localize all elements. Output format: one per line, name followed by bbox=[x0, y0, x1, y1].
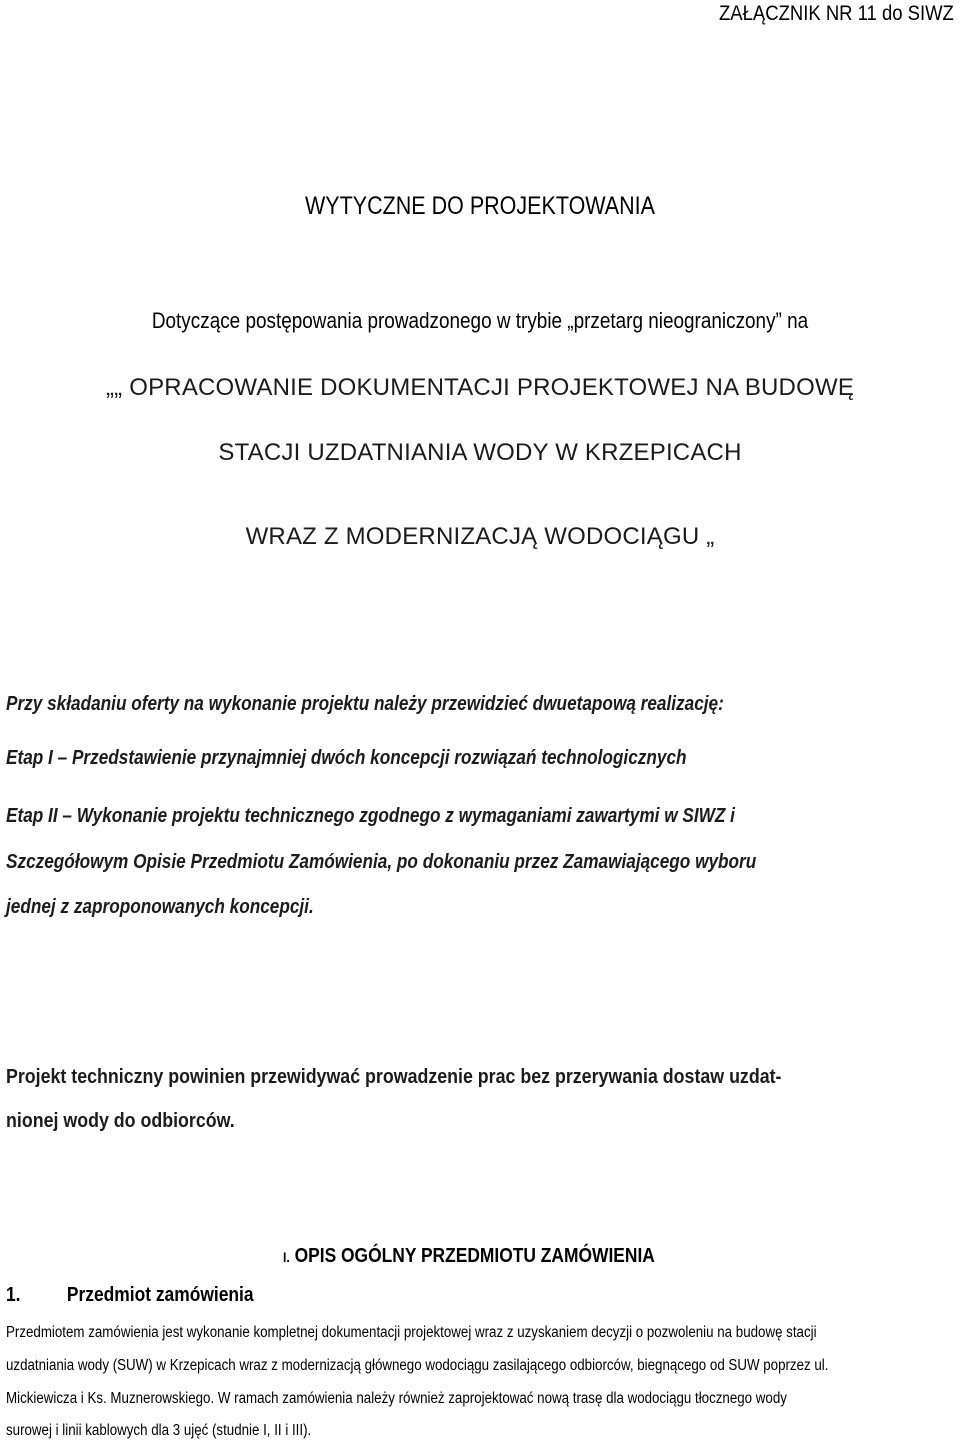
paragraph-line-3-text: Mickiewicza i Ks. Muznerowskiego. W ramach zamówienia należy również zaprojektować nową trasę dla wodociągu tłocznego wody bbox=[6, 1390, 787, 1407]
paragraph-line-3 bbox=[6, 1390, 914, 1408]
paragraph-line-2-text: uzdatniania wody (SUW) w Krzepicach wraz z modernizacją głównego wodociągu zasilającego odbiorców, biegnącego od SUW poprzez ul. bbox=[6, 1357, 829, 1374]
subsection-title: Przedmiot zamówienia bbox=[66, 1284, 254, 1306]
section-heading bbox=[283, 1245, 655, 1268]
stage-2-line-3 bbox=[6, 896, 364, 919]
requirement-line-1 bbox=[6, 1066, 877, 1089]
subsection-heading bbox=[6, 1284, 254, 1307]
section-roman-numeral: I. bbox=[283, 1249, 290, 1265]
stage-2-line-1 bbox=[6, 805, 854, 828]
project-name-line-1: „„ OPRACOWANIE DOKUMENTACJI PROJEKTOWEJ NA BUDOWĘ bbox=[105, 374, 855, 401]
requirement-line-2-text: nionej wody do odbiorców. bbox=[6, 1110, 235, 1132]
paragraph-line-1 bbox=[6, 1324, 949, 1342]
stages-intro bbox=[6, 693, 841, 716]
procedure-subtitle: Dotyczące postępowania prowadzonego w trybie „przetarg nieograniczony” na bbox=[151, 308, 809, 333]
paragraph-line-1-text: Przedmiotem zamówienia jest wykonanie kompletnej dokumentacji projektowej wraz z uzyskaniem decyzji o pozwoleniu na budowę stacji bbox=[6, 1324, 817, 1341]
section-heading-text: OPIS OGÓLNY PRZEDMIOTU ZAMÓWIENIA bbox=[289, 1245, 655, 1267]
stage-2-line-1-text: Etap II – Wykonanie projektu technicznego zgodnego z wymaganiami zawartymi w SIWZ i bbox=[6, 805, 735, 827]
stage-2-line-2-text: Szczegółowym Opisie Przedmiotu Zamówienia, po dokonaniu przez Zamawiającego wyboru bbox=[6, 851, 757, 873]
attachment-label: ZAŁĄCZNIK NR 11 do SIWZ bbox=[719, 2, 954, 25]
stage-2-line-3-text: jednej z zaproponowanych koncepcji. bbox=[6, 896, 314, 918]
requirement-line-2 bbox=[6, 1110, 263, 1133]
project-name-line-2: STACJI UZDATNIANIA WODY W KRZEPICACH bbox=[218, 439, 742, 466]
stage-1-text: Etap I – Przedstawienie przynajmniej dwóch koncepcji rozwiązań technologicznych bbox=[6, 747, 687, 769]
stages-intro-text: Przy składaniu oferty na wykonanie projektu należy przewidzieć dwuetapową realizację: bbox=[6, 693, 724, 715]
project-name-line-3: WRAZ Z MODERNIZACJĄ WODOCIĄGU „ bbox=[245, 523, 715, 550]
document-title: WYTYCZNE DO PROJEKTOWANIA bbox=[304, 192, 655, 220]
requirement-line-1-text: Projekt techniczny powinien przewidywać prowadzenie prac bez przerywania dostaw uzdat- bbox=[6, 1066, 782, 1088]
stage-2-line-2 bbox=[6, 851, 878, 874]
paragraph-line-4 bbox=[6, 1422, 361, 1440]
stage-1 bbox=[6, 747, 797, 770]
paragraph-line-2 bbox=[6, 1357, 960, 1375]
subsection-number: 1. bbox=[6, 1284, 21, 1306]
paragraph-line-4-text: surowej i linii kablowych dla 3 ujęć (studnie I, II i III). bbox=[6, 1422, 312, 1439]
